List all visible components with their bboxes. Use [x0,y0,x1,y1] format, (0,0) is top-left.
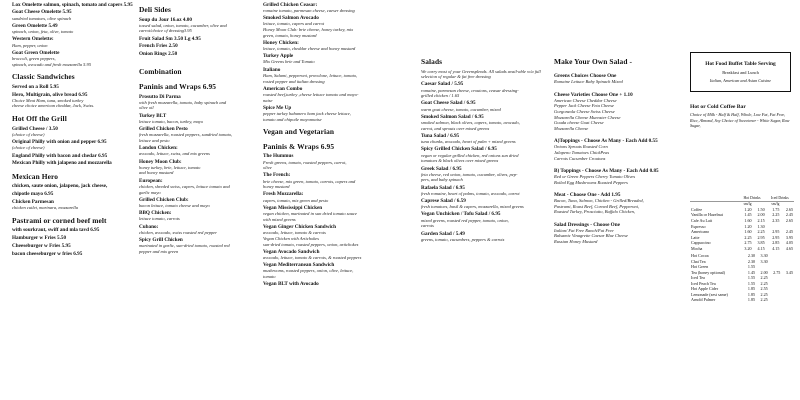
drink-price: 2.95 [772,234,780,240]
menu-item-description: tomato and chipotle mayonnaise [263,116,322,122]
menu-item-description: Mix Greens brie and Tomato [263,59,315,65]
menu-item-description: avocado, lettuce, tomato & carrots, & roasted peppers [263,254,362,260]
menu-item-name: Vegan Ginger Chicken Sandwich [263,224,337,231]
hot-off-the-grill-heading: Hot Off the Grill [12,114,67,124]
drink-name: Arnold Palmer [691,297,716,303]
drink-price: 1.60 [744,218,752,223]
menu-item-description: Honey Moon Club: brie cheese, honey turkey, mix [263,26,354,32]
menu-item-description: sundried tomatoes, olive spinach [12,15,72,21]
drink-price: 2.25 [757,229,765,235]
menu-item-name: Honey Moon Club: [139,158,182,165]
menu-item-name: Smoked Salmon Salad / 6.95 [421,113,484,120]
menu-item-name: Western Omelette: [12,36,54,43]
drink-price: 4.65 [785,245,793,251]
drink-price: 4.15 [772,245,780,251]
grill-list [12,126,134,167]
drink-price: 3.85 [757,240,765,246]
menu-item-description: olive [263,165,272,171]
option-line: Italian/ Fat Free Ranch/Fat Free [554,227,614,233]
drink-price: 1.45 [744,212,752,218]
price-table-row [690,246,794,252]
menu-item-name: Grilled Chicken Club: [139,196,189,203]
menu-item-name: bacon cheeseburger w fries 6.95 [12,250,83,257]
drink-price [769,297,782,303]
other-drinks-price-table [690,253,794,303]
menu-item-description: pepper and mix green [139,248,179,254]
menu-item-description: Vegan Chicken with Artichokes [263,235,320,241]
drink-price: 2.25 [772,212,780,218]
menu-item-name: Tuna Salad / 6.95 [421,132,460,139]
salad-dressings-list [554,228,688,245]
menu-item-name: Lox Omelette salmon, spinach, tomato and capers 5.95 [12,1,133,8]
drink-price: 2.65 [785,218,793,223]
menu-item-description: warm goat cheese, tomato, cucumber, mixed [421,106,501,112]
drink-name: Espresso [691,223,706,229]
option-line: Red or Green Peppers Cherry Tomato Olives [554,174,636,180]
menu-item-name: Soup du Jour 16.oz 4.00 [139,16,192,23]
drink-name: Coffee [691,206,703,212]
drink-price: 3.30 [760,258,768,264]
drink-name: Hot Apple Cider [691,286,719,292]
drink-price: 1.30 [757,223,765,229]
menu-item-name: Vegan Mediterranean Sandwich [263,262,335,269]
drink-price: 2.55 [760,286,768,292]
menu-item-name: England Philly with bacon and chedar 6.95 [12,152,108,159]
pastrami-list [12,227,134,257]
menu-item-description: spinach, onion, feta, olive, tomato [12,29,74,35]
column-combination-vegan [263,0,387,287]
menu-item-description: fresh romaine, heart of palms, tomato, avocado, carrot [421,190,520,196]
drink-price: 2.00 [757,212,765,218]
option-line: Gorgonzola Cheese Swiss Cheese [554,109,615,115]
classic-sandwiches-heading: Classic Sandwiches [12,72,75,82]
option-line: Roasted Turkey, Prosciutto, Buffalo Chicken, [554,209,635,215]
drink-price: 3.45 [785,269,793,275]
combination-list [139,94,259,255]
menu-item-name: Prosutto Di Parma [139,93,181,100]
salads-note: We carry most of your Greensplends. All salads avail-able w/a full selection of regular & fat free dressing [421,68,541,80]
drink-price: 2.45 [785,229,793,235]
menu-item-name: Garden Salad / 5.49 [421,230,465,237]
paninis-wraps-heading: Paninis and Wraps 6.95 [139,82,217,91]
option-line: American Cheese Cheddar Cheese [554,97,617,103]
drink-price: 1.50 [757,206,765,212]
menu-item-description: (choice of cheese) [12,145,45,151]
drink-price: 2.25 [760,280,768,286]
drink-price: 2.00 [760,269,768,275]
vegan-list [263,153,387,287]
drink-price: 3.95 [785,234,793,240]
column-build-your-own-salad [554,0,688,245]
drink-price: 1.85 [747,286,756,292]
column-deli-combination [139,0,259,255]
menu-item-description: (choice of cheese) [12,131,45,137]
drink-name: Lemonade (zest same) [691,291,728,297]
menu-item-name: Cheeseburger w Fries 5.95 [12,242,71,249]
menu-item-name: Grilled Cheese / 3.50 [12,125,58,132]
menu-item-name: Spicy Grill Chicken [139,237,183,244]
menu-item-name: Hamburger w Fries 5.50 [12,234,67,241]
menu-item-description: lettuce tomato, bacon, turkey, mayo [139,118,204,124]
option-line: Bacon, Tuna, Salmon, Chicken - Grilled/Breaded, [554,198,644,204]
menu-item-description: smoked salmon, black olives, capers, tomato, avocado, [421,120,520,126]
salad-dressings-header: Salad Dressings - Choose One [554,221,620,228]
drink-name: Cafe Au Lait [691,218,713,223]
meat-choices-header: Meat - Choose One - Add 1.95 [554,191,621,198]
menu-item-description: greens, tomato, cucumbers, peppers & carrots [421,236,505,242]
menu-item-description: grilled chicken / 1.65 [421,93,460,99]
greens-choices-header: Greens Choices Choose One [554,73,617,80]
price-table-group-header: Iced Drinks [766,196,794,202]
pastrami-melt-heading: Pastrami or corned beef melt [12,215,107,225]
drink-price: 1.75 [772,206,780,212]
drink-price: 2.95 [757,234,765,240]
toppings-a-list [554,144,688,161]
drink-price: 3.20 [744,245,752,251]
option-line: Pepper Jack Cheese Feta Cheese [554,103,614,109]
menu-item-description: carrots [421,223,434,229]
menu-item-description: cheese choice american cheddar, Jack, Swiss. [12,103,95,109]
buffet-cuisines: Italian, American and Asian Cuisine [709,77,772,83]
menu-item-description: with mixed greens [263,216,296,222]
menu-item-description: tossed salad, onion, tomato, cucumber, olive and [139,22,227,28]
menu-item-name: Goat Green Omelette [12,49,60,56]
menu-item-description: lettuce, tomato, cheddar cheese and honey mustard [263,45,356,51]
menu-item-description: and honey mustard [139,170,174,176]
menu-item-description: Choice Meat Ham, tuna, smoked turkey [12,97,84,103]
menu-item-description: capers, tomato, mix green and pesto [263,197,329,203]
menu-item-name: Fruit Salad Sm 3.50 Lg 4.95 [139,35,201,42]
menu-item-name: Spicy Grilled Chicken Salad / 6.95 [421,146,497,153]
drink-price: 2.25 [760,275,768,281]
menu-item-description: feta cheese, red onion, tomato, cucumber, olives, pep- [421,171,518,177]
greens-choices-options: Romaine Lettuce Baby Spinach Mixed [554,79,623,85]
menu-item-description: Fresh greens, tomato, roasted peppers, carrot, [263,159,347,165]
drink-price: 3.30 [760,253,768,258]
column-omelettes-sandwiches [12,0,134,257]
classic-sandwiches-list [12,84,134,109]
drink-name: Chai Tea [691,258,706,264]
drink-price: 2.25 [760,291,768,297]
menu-item-description: brie cheese, mix green, tomato, carrots, capers and [263,178,356,184]
menu-item-name: Caesar Salad / 5.95 [421,81,464,88]
menu-item-name: Caprese Salad / 6.59 [421,198,466,205]
combination-list-continued [263,2,387,123]
menu-item-name: with sourkraut, swiff and mla tavd 6.95 [12,227,100,234]
menu-item-name: Chicken Parmesan [12,198,54,205]
buffet-title: Hot Food Buffet Table Serving [705,61,776,68]
menu-item-description: roasted beef,turkey ,cheese lettuce tomato and mayo- [263,91,359,97]
hot-cold-drinks-price-table [690,196,794,251]
menu-item-name: The French: [263,172,291,179]
menu-item-description: chicken, avocado, swiss roasted red pepper [139,229,218,235]
menu-item-name: London Chicken: [139,145,178,152]
drink-price: 1.55 [747,264,756,270]
buffet-subtitle: Breakfast and Lunch [722,70,759,76]
menu-item-name: Served on a Roll 5.95 [12,83,59,90]
price-table-group-header: Hot Drinks [738,196,765,202]
menu-item-name: chicken, saute onion, jalapeno, jack cheese, [12,183,108,190]
drink-name: Iced Tea [691,275,705,281]
menu-item-name: Turkey BLT [139,112,167,119]
menu-item-description: tomatoes & black olives over mixed greens [421,158,499,164]
drink-price [781,297,794,303]
menu-item-description: fresh mozzarella, roasted peppers, sundried tomato, [139,132,233,138]
menu-item-name: The Hummus [263,153,294,160]
mexican-hero-list [12,183,134,211]
drink-price: 4.05 [785,240,793,246]
toppings-b-header: B) Toppings - Choose As Many - Each Add 0.85 [554,167,659,174]
drink-price: 2.45 [785,212,793,218]
menu-item-description: naise [263,97,273,103]
drink-price: 2.30 [747,258,756,264]
drink-price: 2.75 [773,269,781,275]
menu-item-name: Vegan Avocado Sandwich [263,248,320,255]
hot-food-buffet-box [690,52,791,92]
make-your-own-salad-heading: Make Your Own Salad - [554,57,633,66]
drink-name: Vanilla or Hazelnut [691,212,723,218]
option-line: Pastrami, Roast Beef, Corned Beef, Pepperoni, [554,203,639,209]
drink-price: 1.45 [747,269,756,275]
menu-item-description: chicken cutlet, marinara, mozzarella [12,204,78,210]
option-line: Mozzarella Cheese [554,125,589,131]
option-line: Balsamic Vinagrette Caesar Blue Cheese [554,233,628,239]
drink-name: Mocha [691,245,703,251]
menu-item-name: Grilled Chicken Pesto [139,126,188,133]
menu-item-name: French Fries 2.50 [139,43,178,50]
menu-item-name: BBQ Chicken: [139,210,172,217]
option-line: Boiled Egg Mushrooms Roasted Peppers [554,179,628,185]
drink-name: Hot Green [691,264,709,270]
menu-item-name: Hero, Multigrain, olive bread 6.95 [12,91,88,98]
menu-item-description: tuna chunks, avocado, heart of palm + mixed greens [421,139,516,145]
price-table-sub-header: sm/lg [771,202,780,207]
menu-item-name: Spice Me Up [263,104,292,111]
menu-item-description: bacon lettuce, tomato cheese and mayo [139,202,210,208]
mexican-hero-heading: Mexican Hero [12,171,59,181]
meat-choices-list [554,198,688,215]
menu-item-name: Goat Cheese Omelette 5.95 [12,9,72,16]
drink-price: 2.65 [785,206,793,212]
menu-item-name: Original Philly with onion and pepper 6.95 [12,139,107,146]
menu-item-name: Vegan Mississippi Chicken [263,204,323,211]
deli-sides-list [139,17,259,58]
menu-item-description: sun-dried tomato, roasted peppers, onion, artichokes [263,241,359,247]
drink-price: 2.25 [744,234,752,240]
menu-item-name: Smoked Salmon Avocado [263,15,319,22]
menu-item-description: broccoli, green peppers, [12,56,56,62]
drink-price: 1.20 [744,223,752,229]
toppings-b-list [554,174,688,185]
menu-item-description: carrot/choice of dressing3.95 [139,28,192,34]
drink-price: 2.30 [747,253,756,258]
drink-price: 2.15 [757,218,765,223]
menu-item-name: Goat Cheese Salad / 6.95 [421,100,476,107]
menu-item-description: rosted pepper and italian dressing [263,78,325,84]
menu-item-description: Ham, Salami, pepperoni, provolone, lettuce, tomato, [263,72,358,78]
menu-item-description: honey mustard [263,184,290,190]
menu-item-name: Italiano [263,66,281,73]
drink-price: 2.25 [760,297,768,303]
option-line: Onions Sprouts Roasted Corn [554,144,608,150]
menu-item-name: Grilled Chicken Ceasar: [263,1,318,8]
menu-item-name: Onion Rings 2.50 [139,51,178,58]
drink-price: 1.55 [747,275,756,281]
menu-item-description: olive oil [139,105,154,111]
drink-price: 1.85 [747,297,756,303]
drink-price: 2.95 [772,229,780,235]
menu-item-description: lettuce, tomato, capers and carrot [263,21,325,27]
menu-item-description: garlic mayo [139,189,161,195]
cheese-varieties-header: Cheese Varieties Choose One + 1.10 [554,91,633,98]
menu-item-description: mixed greens, roasted red pepper, tomato, onion, [421,217,509,223]
menu-item-name: Vegan BLT with Avocado [263,281,319,288]
menu-item-description: with fresh mozzarella, tomato, baby spinach and [139,99,227,105]
menu-item-description: marinated in garlic, sun-dried tomato, roasted red [139,243,230,249]
menu-item-name: chipotle mayo 6.95 [12,190,54,197]
price-table-row [690,297,794,303]
salads-heading: Salads [421,57,443,66]
menu-item-name: Vegan Unchicken / Tofu Salad / 6.95 [421,211,501,218]
drink-name: Latte [691,234,700,240]
drink-price: 1.85 [747,291,756,297]
menu-item-description: avocado, lettuce, swiss, and mix greens [139,151,210,157]
coffee-bar-note: Choice of Milk - Half & Half, Whole, Low Fat, Fat Free, Rice, Almond, Soy Choice of Sweetener - White Sugar, Raw Sugar, [690,112,790,129]
menu-item-description: honey turkey, brie, lettuce, tomato [139,164,201,170]
salads-list [421,81,549,242]
menu-item-description: avocado, lettuce, tomato & carrots [263,230,326,236]
menu-item-name: Rafaela Salad / 6.95 [421,184,465,191]
menu-item-description: lettuce tomato, carrots [139,216,180,222]
menu-item-description: vegan chicken, marinated in sun dried tomato sauce [263,211,357,217]
toppings-a-header: A)Toppings - Choose As Many - Each Add 0.55 [554,138,658,145]
drink-price: 1.60 [744,229,752,235]
drink-price: 1.55 [747,280,756,286]
menu-item-description: Ham, pepper, onion [12,42,48,48]
deli-sides-heading: Deli Sides [139,5,172,14]
option-line: Carrots Cucumber Croutons [554,155,606,161]
menu-item-name: Green Omelette 5.49 [12,22,58,29]
menu-item-name: Turkey Apple [263,53,294,60]
drink-name: Cappuccino [691,240,711,246]
coffee-bar-heading: Hot or Cold Coffee Bar [690,104,746,110]
drink-name: Tea (honey optional) [691,269,726,275]
drink-price: 2.85 [772,240,780,246]
menu-item-description: pers, and baby spinach [421,177,463,183]
menu-item-name: Mexican Philly with jalapeno and mozzarella [12,160,112,167]
drink-price: 2.75 [744,240,752,246]
menu-item-description: vegan or regular grilled chicken, red onions sun dried [421,152,519,158]
menu-item-description: romaine, parmesan cheese, croutons, ceasar dressing- [421,87,519,93]
menu-item-description: carrot, and sprouts over mixed greens [421,125,490,131]
menu-item-name: Cubano: [139,223,159,230]
column-salads [421,0,549,242]
option-line: Mozzarella Cheese Muenster Cheese [554,114,621,120]
menu-item-description: mushrooms, roasted peppers, onion, olive, lettuce, [263,268,354,274]
option-line: Jalapeno Tomatoes ChickPeas [554,150,610,155]
menu-item-description: romaine tomato, parmesan cheese, caeser dressing [263,7,355,13]
price-table-sub-header: sm/lg [743,202,752,207]
menu-item-description: lettuce and pesto [139,137,170,143]
drink-name: Hot Cocoa [691,253,709,258]
menu-item-description: chicken, shreded swiss, capers, lettuce tomato and [139,183,230,189]
vegan-paninis-wraps-heading: Paninis & Wraps 6.95 [263,141,335,151]
drink-price: 2.35 [772,218,780,223]
option-line: Russian Honey Mustard [554,239,598,245]
menu-item-name: American Combo [263,85,303,92]
drink-name: Americano [691,229,710,235]
menu-item-description: fresh tomatoes, basil & capers, mozzarella, mixed greens [421,204,524,210]
menu-item-description: spinach, avocado and fresh mozzarella 5.95 [12,61,92,67]
option-line: Gouda cheese Goat Cheese [554,120,604,126]
vegan-vegetarian-heading: Vegan and Vegetarian [263,127,335,137]
menu-item-name: Greek Salad / 6.95 [421,165,462,172]
menu-item-description: pepper turkey habanero ham jack cheese lettuce, [263,111,351,117]
cheese-options-list [554,98,688,132]
menu-item-description: green, tomato, honey mustard [263,32,317,38]
drink-price: 4.15 [757,245,765,251]
drink-price: 1.20 [744,206,752,212]
menu-item-description: tomato [263,274,276,280]
drink-name: Iced Peach Tea [691,280,716,286]
combination-heading: Combination [139,67,182,77]
menu-item-name: European: [139,177,163,184]
omelette-list [12,2,134,68]
menu-item-name: Honey Chicken: [263,39,299,46]
menu-item-name: Fresh Mozzarella: [263,191,304,198]
